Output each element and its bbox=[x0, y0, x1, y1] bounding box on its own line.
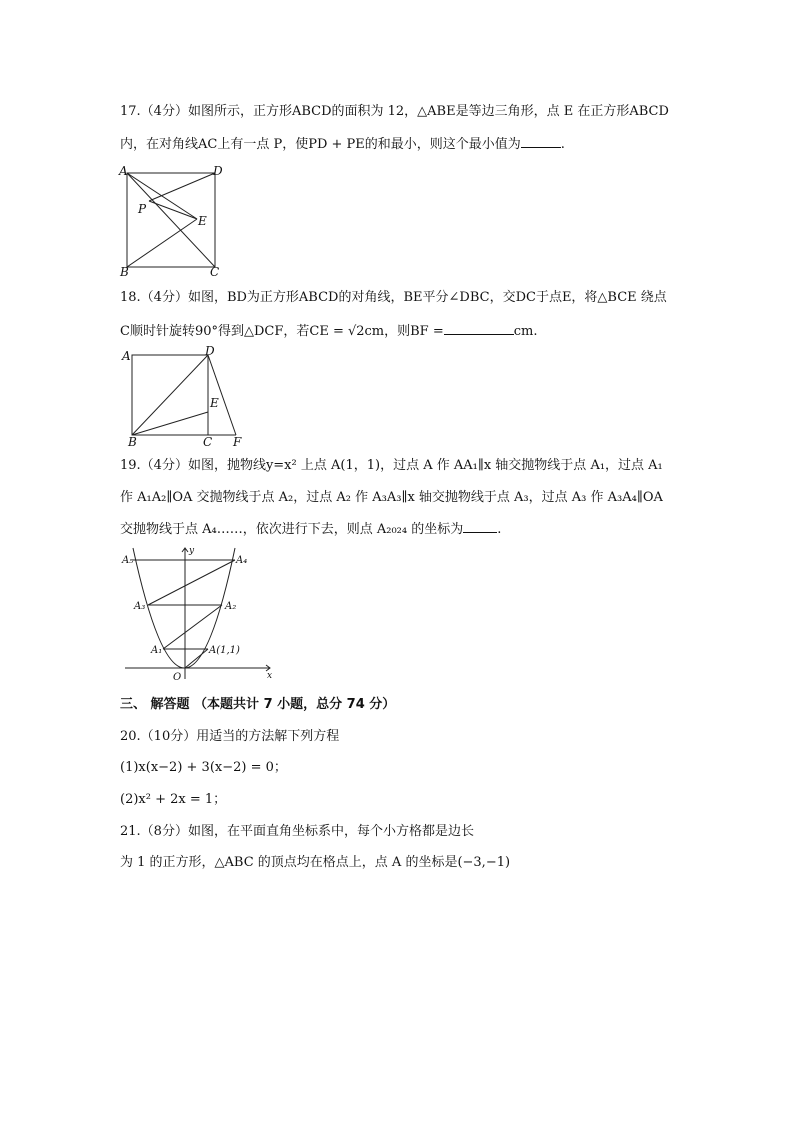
q18-label-d: D bbox=[205, 344, 215, 358]
q19-line2: 作 A₁A₂∥OA 交抛物线于点 A₂，过点 A₂ 作 A₃A₃∥x 轴交抛物线于点 A₃，过点 A₃ 作 A₃A₄∥OA bbox=[120, 490, 663, 505]
q21-line1: 21.（8分）如图，在平面直角坐标系中，每个小方格都是边长 bbox=[120, 824, 474, 839]
q19-segment-a3a4 bbox=[148, 560, 235, 605]
q18-segment-df bbox=[208, 355, 236, 435]
q17-label-p: P bbox=[138, 202, 147, 216]
q17-figure bbox=[115, 163, 230, 280]
q18-label-b: B bbox=[128, 435, 137, 449]
q17-segment-be bbox=[127, 219, 197, 267]
q20-equation-1: (1)x(x−2) + 3(x−2) = 0； bbox=[120, 760, 287, 775]
q19-label-a3: A₃ bbox=[134, 601, 146, 612]
q17-line2-end: . bbox=[560, 137, 565, 152]
q17-answer-blank bbox=[521, 135, 561, 148]
q18-label-a: A bbox=[122, 349, 131, 363]
q18-line2 bbox=[120, 322, 537, 340]
q18-line1: 18.（4分）如图，BD为正方形ABCD的对角线，BE平分∠DBC，交DC于点E，将△BCE 绕点 bbox=[120, 290, 667, 305]
q19-segment-oa bbox=[185, 649, 208, 668]
q17-label-b: B bbox=[120, 265, 129, 279]
q18-label-c: C bbox=[203, 435, 213, 449]
q19-line3 bbox=[120, 520, 501, 538]
q21-line2: 为 1 的正方形，△ABC 的顶点均在格点上，点 A 的坐标是(−3,−1) bbox=[120, 855, 511, 870]
q19-line1: 19.（4分）如图，抛物线y=x² 上点 A(1，1)，过点 A 作 AA₁∥x 轴交抛物线于点 A₁，过点 A₁ bbox=[120, 458, 663, 473]
q19-label-a4: A₄ bbox=[236, 555, 248, 566]
q18-label-e: E bbox=[210, 396, 219, 410]
q17-label-c: C bbox=[210, 265, 220, 279]
q19-figure bbox=[120, 542, 280, 682]
q18-line2-text: C顺时针旋转90°得到△DCF，若CE = √2cm，则BF = bbox=[120, 324, 444, 339]
section-3-heading: 三、 解答题 （本题共计 7 小题，总分 74 分） bbox=[120, 697, 396, 712]
q17-line1: 17.（4分）如图所示，正方形ABCD的面积为 12，△ABE是等边三角形，点 E 在正方形ABCD bbox=[120, 104, 669, 119]
q19-segment-a1a2 bbox=[163, 605, 222, 649]
q17-line2 bbox=[120, 135, 565, 153]
q19-label-y: y bbox=[189, 546, 195, 556]
q19-line3-text: 交抛物线于点 A₄……，依次进行下去，则点 A₂₀₂₄ 的坐标为 bbox=[120, 522, 464, 537]
q20-title: 20.（10分）用适当的方法解下列方程 bbox=[120, 729, 340, 744]
q19-label-a: A(1,1) bbox=[209, 645, 240, 656]
q17-label-e: E bbox=[198, 214, 207, 228]
q18-figure bbox=[115, 344, 255, 450]
q17-label-a: A bbox=[119, 164, 128, 178]
q20-equation-2: (2)x² + 2x = 1； bbox=[120, 792, 227, 807]
q19-label-x: x bbox=[267, 671, 273, 681]
q17-segment-pd bbox=[149, 173, 215, 201]
q18-answer-blank bbox=[444, 322, 514, 335]
q19-line3-end: . bbox=[497, 522, 502, 537]
q18-line2-end: cm. bbox=[513, 324, 538, 339]
q19-label-o: O bbox=[173, 672, 182, 682]
q19-label-a1: A₁ bbox=[151, 645, 163, 656]
q19-answer-blank bbox=[463, 520, 497, 533]
q19-label-a5: A₅ bbox=[122, 555, 134, 566]
q19-label-a2: A₂ bbox=[225, 601, 237, 612]
q17-line2-text: 内，在对角线AC上有一点 P，使PD + PE的和最小，则这个最小值为 bbox=[120, 137, 521, 152]
q18-label-f: F bbox=[233, 435, 242, 449]
q17-label-d: D bbox=[213, 164, 223, 178]
